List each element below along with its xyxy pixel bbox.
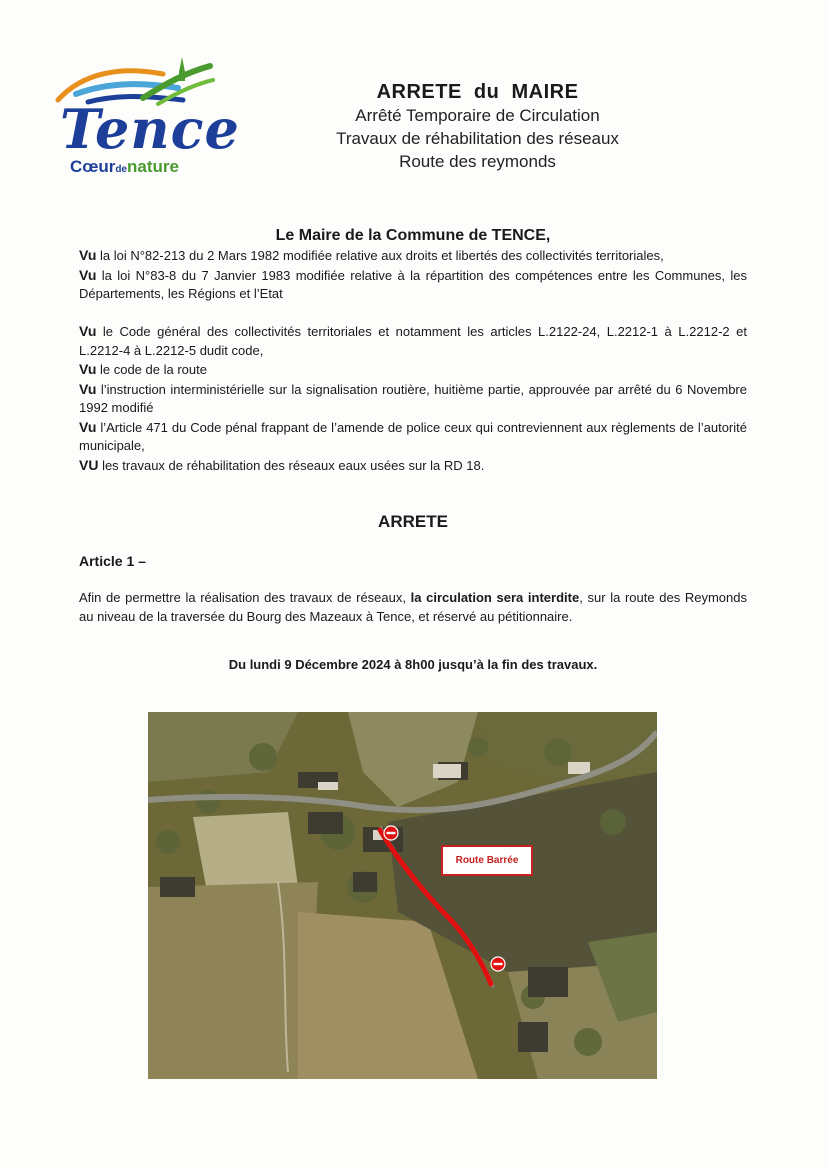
visa-block-2: [79, 322, 747, 475]
logo-tagline-coeur: Cœur: [70, 157, 116, 176]
aerial-map: [148, 712, 657, 1079]
visa-paragraph: VU les travaux de réhabilitation des réseaux eaux usées sur la RD 18.: [79, 456, 485, 473]
article-paragraph: Afin de permettre la réalisation des travaux de réseaux, la circulation sera interdite, sur la route des Reymonds au niveau de la traversée du Bourg des Mazeaux à Tence, et réservé au pétitionnaire.: [79, 590, 747, 624]
logo-tagline-nature: nature: [127, 157, 179, 176]
mayor-heading: Le Maire de la Commune de TENCE,: [275, 227, 551, 244]
logo-wordmark: Tence: [60, 97, 240, 161]
visa-block-1: [79, 246, 747, 304]
visa-paragraph: Vu l’instruction interministérielle sur la signalisation routière, huitième partie, approuvée par arrêté du 6 Novembre 1992 modifié: [79, 380, 747, 415]
decision-title: ARRETE: [378, 512, 448, 531]
tence-logo: [48, 52, 240, 192]
article-label: Article 1 –: [79, 553, 146, 569]
document-title: ARRETE du MAIRE: [376, 81, 579, 103]
aerial-photo: [148, 712, 657, 1079]
logo-tagline-de: de: [115, 164, 127, 175]
visa-paragraph: Vu l’Article 471 du Code pénal frappant de l’amende de police ceux qui contreviennent aux règlements de l’autorité municipale,: [79, 418, 747, 453]
visa-paragraph: Vu la loi N°83-8 du 7 Janvier 1983 modifiée relative à la répartition des compétences entre les Communes, les Départements, les Régions et l’Etat: [79, 266, 747, 301]
visa-paragraph: Vu le code de la route: [79, 361, 207, 377]
article-body: [79, 589, 747, 626]
road-closed-label: Route Barrée: [441, 845, 533, 876]
works-title: Travaux de réhabilitation des réseaux: [336, 129, 619, 148]
no-entry-sign-icon: [384, 826, 398, 840]
closure-period: Du lundi 9 Décembre 2024 à 8h00 jusqu’à la fin des travaux.: [228, 657, 598, 672]
visa-paragraph: Vu la loi N°82-213 du 2 Mars 1982 modifiée relative aux droits et libertés des collectivités territoriales,: [79, 247, 664, 263]
document-subtitle: Arrêté Temporaire de Circulation: [355, 106, 600, 125]
road-name: Route des reymonds: [399, 152, 556, 171]
logo-tagline: [70, 158, 179, 175]
visa-paragraph: Vu le Code général des collectivités territoriales et notamment les articles L.2122-24, L.2212-1 à L.2212-2 et L.2212-4 à L.2212-5 dudit code,: [79, 323, 747, 358]
no-entry-sign-icon: [491, 957, 505, 971]
document-header: [250, 80, 705, 173]
